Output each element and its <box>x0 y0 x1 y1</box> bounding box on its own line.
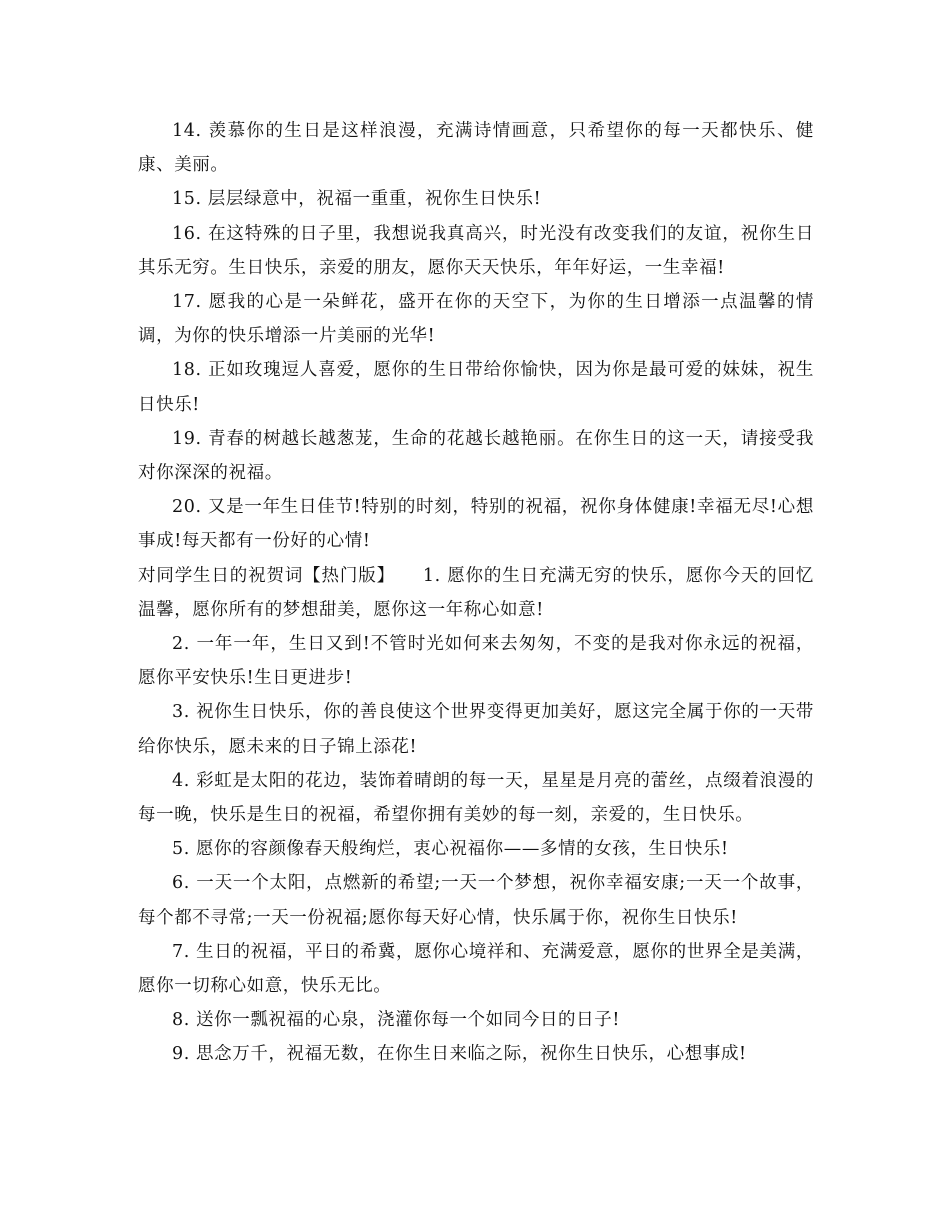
paragraph-2: 2. 一年一年，生日又到!不管时光如何来去匆匆，不变的是我对你永远的祝福，愿你平安快乐!生日更进步! <box>138 634 814 689</box>
paragraph-8: 8. 送你一瓢祝福的心泉，浇灌你每一个如同今日的日子! <box>172 1010 620 1031</box>
paragraph-4: 4. 彩虹是太阳的花边，装饰着晴朗的每一天，星星是月亮的蕾丝，点缀着浪漫的每一晚，快乐是生日的祝福，希望你拥有美妙的每一刻，亲爱的，生日快乐。 <box>138 770 814 826</box>
paragraph-20: 20. 又是一年生日佳节!特别的时刻，特别的祝福，祝你身体健康!幸福无尽!心想事成!每天都有一份好的心情! <box>138 497 814 552</box>
document-body <box>138 114 814 1072</box>
paragraph-14: 14. 羡慕你的生日是这样浪漫，充满诗情画意，只希望你的每一天都快乐、健康、美丽。 <box>138 121 814 176</box>
paragraph-9: 9. 思念万千，祝福无数，在你生日来临之际，祝你生日快乐，心想事成! <box>172 1044 747 1065</box>
paragraph-6: 6. 一天一个太阳，点燃新的希望;一天一个梦想，祝你幸福安康;一天一个故事，每个都不寻常;一天一份祝福;愿你每天好心情，快乐属于你，祝你生日快乐! <box>138 873 814 928</box>
paragraph-15: 15. 层层绿意中，祝福一重重，祝你生日快乐! <box>172 189 542 210</box>
paragraph-3: 3. 祝你生日快乐，你的善良使这个世界变得更加美好，愿这完全属于你的一天带给你快乐，愿未来的日子锦上添花! <box>138 702 814 757</box>
paragraph-5: 5. 愿你的容颜像春天般绚烂，衷心祝福你——多情的女孩，生日快乐! <box>172 839 729 860</box>
paragraph-16: 16. 在这特殊的日子里，我想说我真高兴，时光没有改变我们的友谊，祝你生日其乐无穷。生日快乐，亲爱的朋友，愿你天天快乐，年年好运，一生幸福! <box>138 223 814 278</box>
section-heading-paragraph: 对同学生日的祝贺词【热门版】 1. 愿你的生日充满无穷的快乐，愿你今天的回忆温馨，愿你所有的梦想甜美，愿你这一年称心如意! <box>138 565 814 620</box>
paragraph-19: 19. 青春的树越长越葱茏，生命的花越长越艳丽。在你生日的这一天，请接受我对你深深的祝福。 <box>138 428 814 484</box>
paragraph-7: 7. 生日的祝福，平日的希冀，愿你心境祥和、充满爱意，愿你的世界全是美满，愿你一切称心如意，快乐无比。 <box>138 941 814 997</box>
paragraph-18: 18. 正如玫瑰逗人喜爱，愿你的生日带给你愉快，因为你是最可爱的妹妹，祝生日快乐! <box>138 360 814 415</box>
paragraph-17: 17. 愿我的心是一朵鲜花，盛开在你的天空下，为你的生日增添一点温馨的情调，为你的快乐增添一片美丽的光华! <box>138 292 814 347</box>
